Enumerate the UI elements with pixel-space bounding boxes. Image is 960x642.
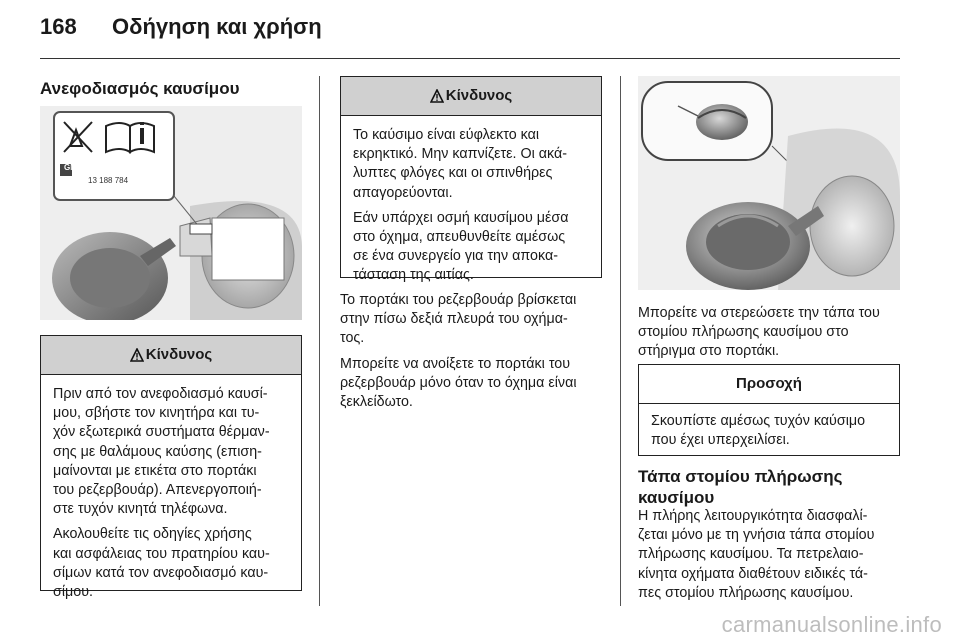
danger-middle-paragraph-2: Εάν υπάρχει οσμή καυσίμου μέσα στο όχημα, απευθυνθείτε αμέσως σε ένα συνεργείο για την αποκα- τάσταση της αιτίας.	[353, 209, 569, 284]
column-divider-right	[620, 76, 621, 606]
cap-holder-text: Μπορείτε να στερεώσετε την τάπα του στομίου πλήρωσης καυσίμου στο στήριγμα στο πορτάκι.	[638, 305, 880, 360]
caution-text: Σκουπίστε αμέσως τυχόν καύσιμο που έχει υπερχειλίσει.	[651, 413, 866, 449]
danger-box-middle-heading	[341, 77, 601, 116]
right-body-text	[638, 304, 908, 368]
danger-middle-paragraph-1: Το καύσιμο είναι εύφλεκτο και εκρηκτικό. Μην καπνίζετε. Οι ακά- λυπτες φλόγες και οι σπινθήρες απαγορεύονται.	[353, 127, 568, 201]
danger-left-paragraph-2: Ακολουθείτε τις οδηγίες χρήσης και ασφάλειας του πρατηρίου καυ- σίμων κατά τον ανεφοδιασμό καυ- σίμου.	[53, 526, 270, 601]
fuel-flap-location-text: Το πορτάκι του ρεζερβουάρ βρίσκεται στην πίσω δεξιά πλευρά του οχήμα- τος.	[340, 292, 577, 347]
header-divider	[40, 58, 900, 59]
fuel-flap-open-icon	[40, 106, 302, 320]
warning-triangle-icon	[130, 348, 144, 362]
section-title-refuelling: Ανεφοδιασμός καυσίμου	[40, 79, 240, 98]
chapter-title: Οδήγηση και χρήση	[112, 14, 322, 39]
danger-box-left-heading	[41, 336, 301, 375]
label-part-code: 13 188 784	[88, 176, 129, 185]
fuel-cap-body-text	[638, 507, 908, 609]
warning-triangle-icon	[430, 89, 444, 103]
fuel-cap-icon	[638, 76, 900, 290]
fuel-cap-description: Η πλήρης λειτουργικότητα διασφαλί- ζεται μόνο με τη γνήσια τάπα στομίου πλήρωσης καυσίμου. Τα πετρελαιο- κίνητα οχήματα διαθέτουν ειδικές τά- πες στομίου πλήρωσης καυσίμου.	[638, 508, 875, 601]
danger-box-left	[40, 335, 302, 601]
watermark: carmanualsonline.info	[721, 612, 942, 637]
label-brand: GM	[64, 163, 77, 172]
fuel-flap-unlock-text: Μπορείτε να ανοίξετε το πορτάκι του ρεζερβουάρ μόνο όταν το όχημα είναι ξεκλείδωτο.	[340, 355, 577, 411]
danger-left-paragraph-1: Πριν από τον ανεφοδιασμό καυσί- μου, σβήστε τον κινητήρα και τυ- χόν εξωτερικά συστήματα θέρμαν- σης με θαλάμους καύσης (επιση- μαίνονται με ετικέτα στο πορτάκι του ρεζερβουάρ). Απενεργοποιή- στε τυχόν κινητά τηλέφωνα.	[53, 386, 270, 518]
column-divider-left	[319, 76, 320, 606]
caution-box-heading: Προσοχή	[639, 365, 899, 404]
fuel-flap-label-illustration	[40, 106, 302, 320]
fuel-cap-holder-illustration	[638, 76, 900, 290]
danger-heading-text: Κίνδυνος	[445, 87, 513, 104]
danger-heading-text: Κίνδυνος	[145, 346, 213, 363]
section-title-fuel-cap: Τάπα στομίου πλήρωσης καυσίμου	[638, 467, 843, 507]
caution-box	[638, 364, 900, 456]
middle-body-text	[340, 291, 610, 418]
danger-box-middle	[340, 76, 602, 284]
page-number: 168	[40, 14, 77, 39]
